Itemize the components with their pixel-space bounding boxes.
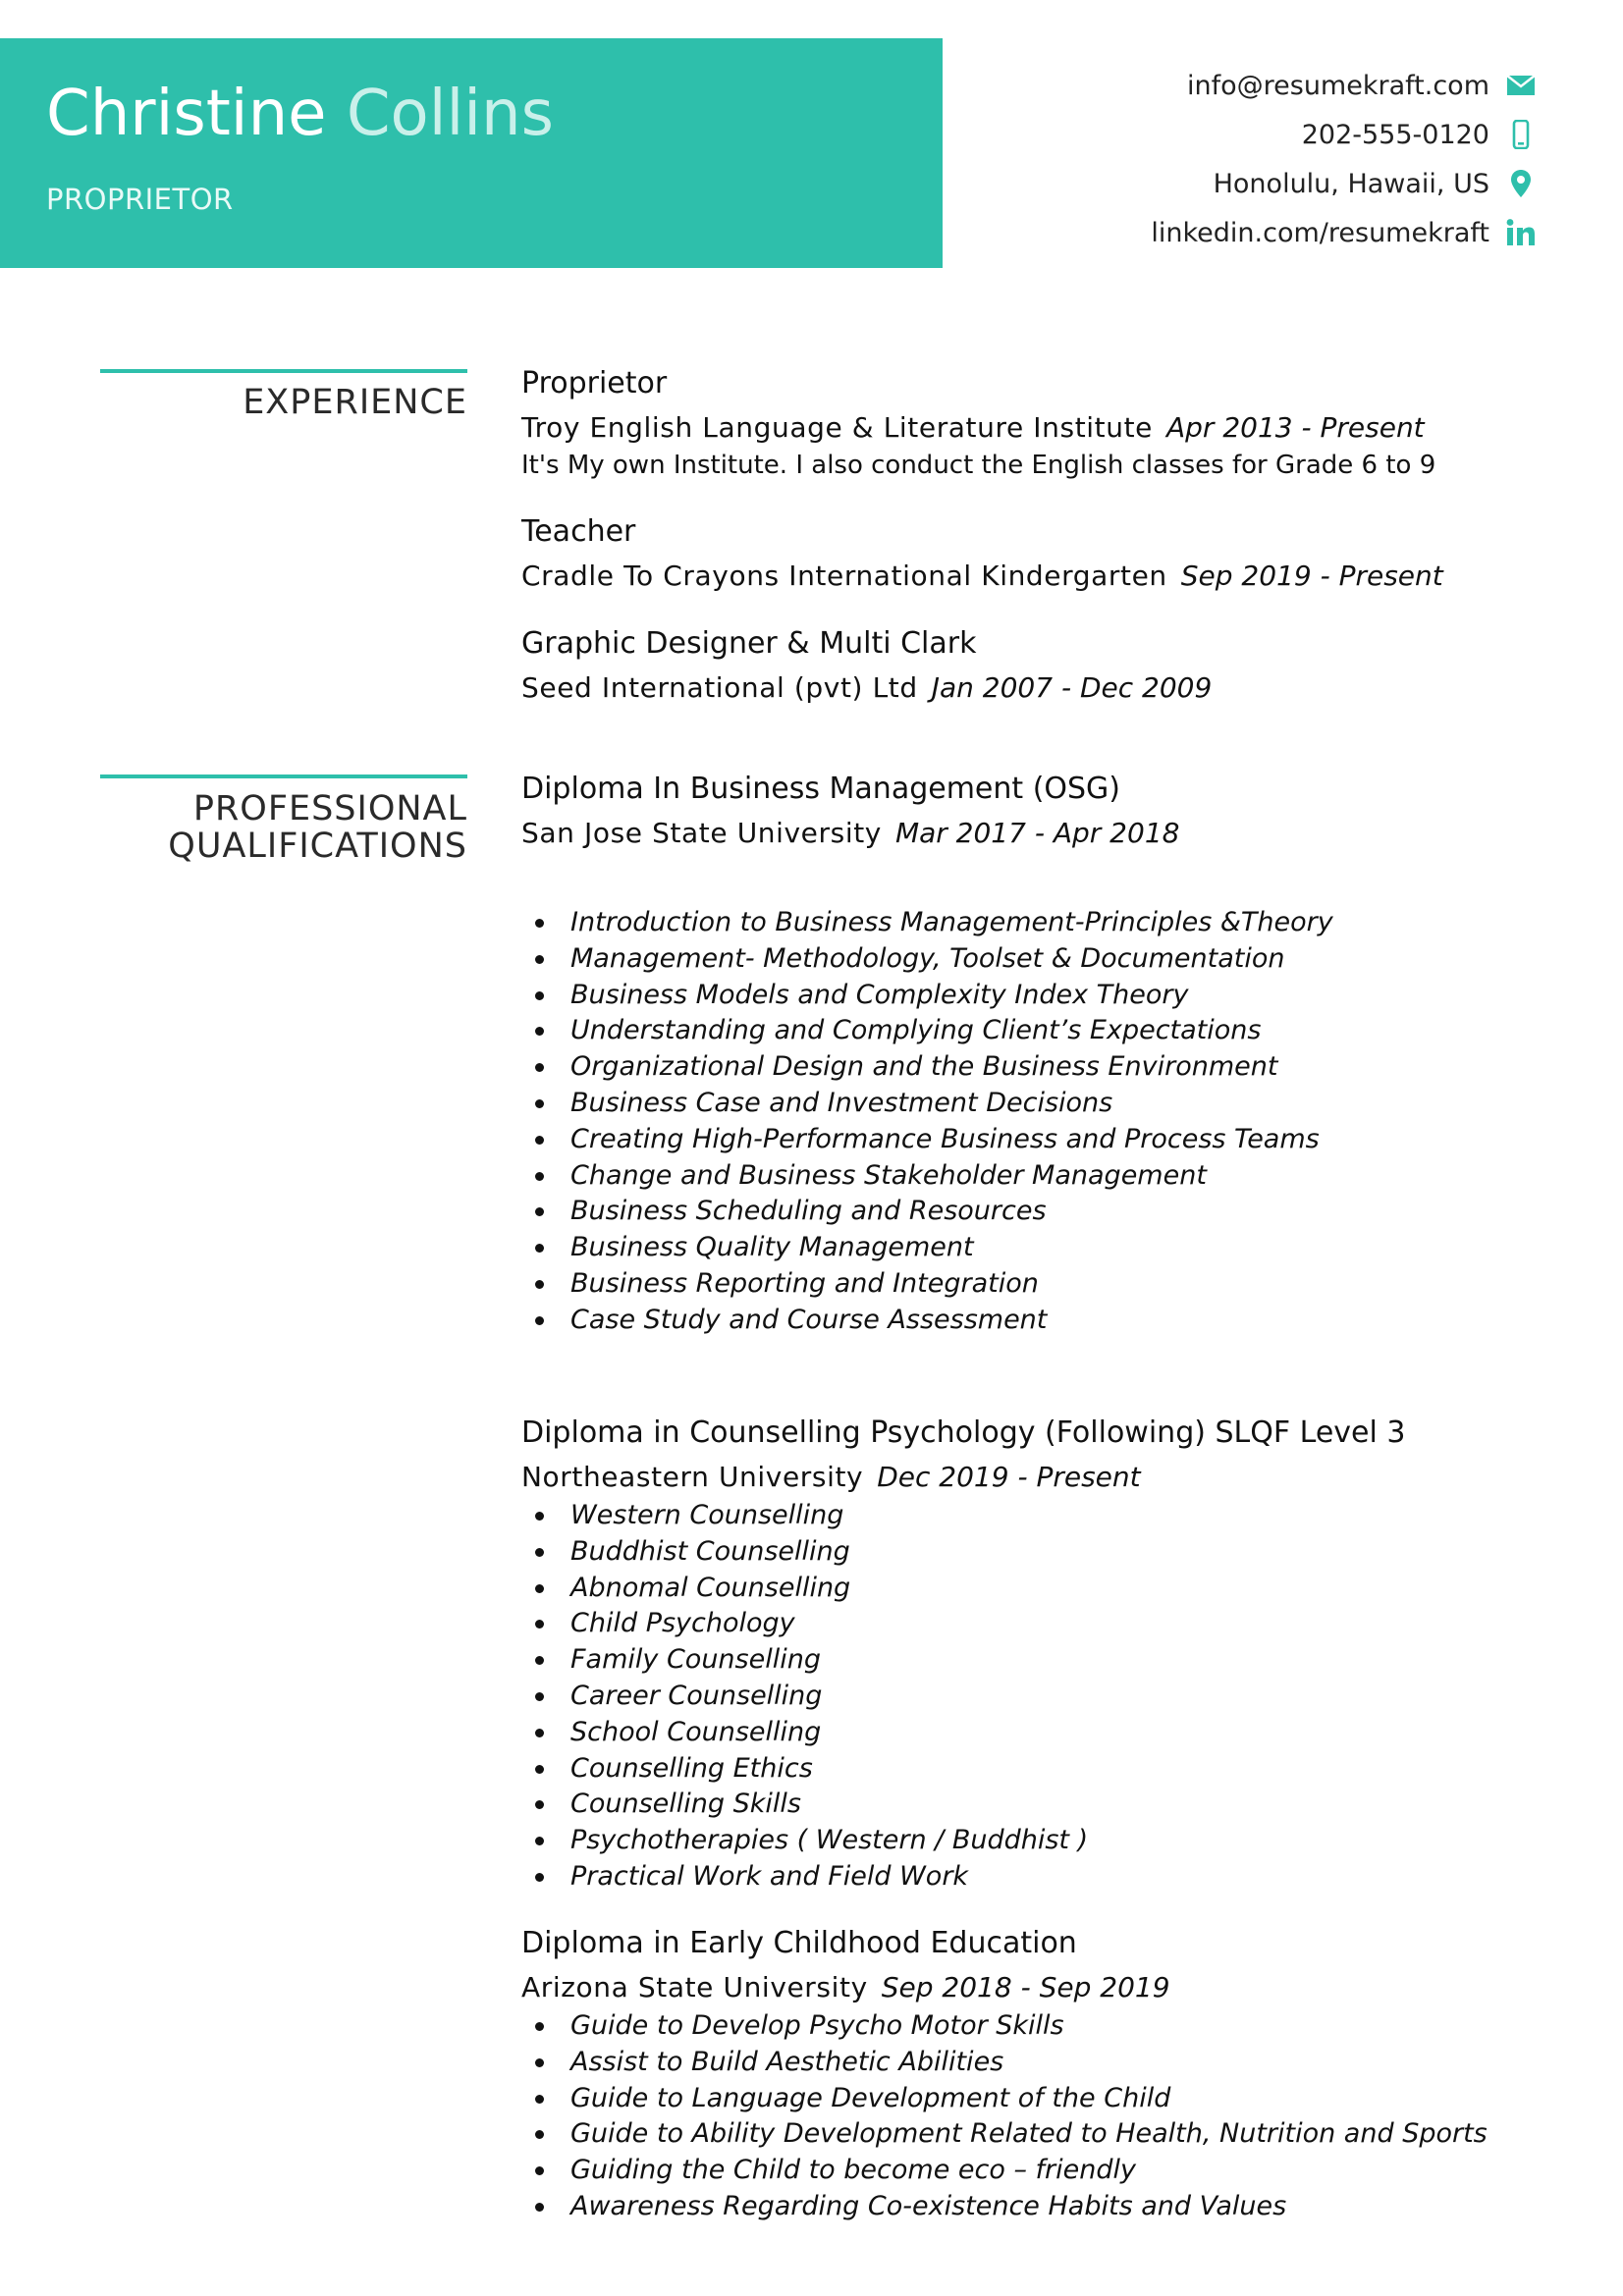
list-item: Psychotherapies ( Western / Buddhist )	[531, 1823, 1088, 1859]
qualification-dates: Dec 2019 - Present	[877, 1461, 1141, 1493]
list-item: Counselling Skills	[531, 1787, 1088, 1823]
list-item: Business Models and Complexity Index Theory	[531, 978, 1333, 1014]
list-item: Guide to Develop Psycho Motor Skills	[531, 2008, 1488, 2045]
qualification-bullets	[531, 1498, 1088, 1896]
list-item: Management- Methodology, Toolset & Documentation	[531, 941, 1333, 978]
list-item: School Counselling	[531, 1715, 1088, 1751]
list-item: Practical Work and Field Work	[531, 1859, 1088, 1896]
job-title: Graphic Designer & Multi Clark	[521, 626, 977, 661]
job-org-name: Troy English Language & Literature Institute	[521, 411, 1153, 444]
list-item: Guiding the Child to become eco – friendly	[531, 2153, 1488, 2189]
job-title: Proprietor	[521, 366, 668, 400]
location-text: Honolulu, Hawaii, US	[1213, 168, 1489, 199]
email-text[interactable]: info@resumekraft.com	[1187, 70, 1489, 101]
header-band	[0, 38, 943, 268]
qualification-org-name: Northeastern University	[521, 1461, 864, 1493]
envelope-icon	[1503, 68, 1539, 103]
contact-list	[1151, 61, 1539, 257]
qualifications-heading	[168, 790, 467, 865]
qualification-org-name: Arizona State University	[521, 1971, 868, 2003]
list-item: Child Psychology	[531, 1606, 1088, 1642]
job-title: Teacher	[521, 514, 636, 549]
contact-location	[1151, 159, 1539, 208]
linkedin-icon	[1503, 215, 1539, 250]
list-item: Family Counselling	[531, 1642, 1088, 1679]
qualification-title: Diploma in Counselling Psychology (Following) SLQF Level 3	[521, 1415, 1406, 1450]
qualification-org-name: San Jose State University	[521, 817, 882, 849]
phone-text[interactable]: 202-555-0120	[1301, 119, 1489, 150]
job-org	[521, 560, 1443, 592]
job-org-name: Cradle To Crayons International Kindergarten	[521, 560, 1167, 592]
list-item: Introduction to Business Management-Principles &Theory	[531, 905, 1333, 941]
linkedin-text[interactable]: linkedin.com/resumekraft	[1151, 217, 1489, 248]
list-item: Case Study and Course Assessment	[531, 1303, 1333, 1339]
contact-email[interactable]	[1151, 61, 1539, 110]
phone-icon	[1503, 117, 1539, 152]
qualification-dates: Sep 2018 - Sep 2019	[881, 1971, 1170, 2003]
list-item: Western Counselling	[531, 1498, 1088, 1534]
list-item: Abnomal Counselling	[531, 1571, 1088, 1607]
job-description: It's My own Institute. I also conduct the English classes for Grade 6 to 9	[521, 451, 1436, 480]
job-dates: Jan 2007 - Dec 2009	[931, 671, 1213, 704]
contact-phone[interactable]	[1151, 110, 1539, 159]
list-item: Business Case and Investment Decisions	[531, 1086, 1333, 1122]
job-org-name: Seed International (pvt) Ltd	[521, 671, 918, 704]
job-dates: Sep 2019 - Present	[1180, 560, 1443, 592]
list-item: Awareness Regarding Co-existence Habits and Values	[531, 2189, 1488, 2225]
job-org	[521, 671, 1212, 704]
qualification-org	[521, 1971, 1170, 2003]
candidate-name	[46, 78, 554, 150]
qualifications-heading-line2: QUALIFICATIONS	[168, 827, 467, 866]
map-pin-icon	[1503, 166, 1539, 201]
list-item: Change and Business Stakeholder Management	[531, 1158, 1333, 1195]
list-item: Buddhist Counselling	[531, 1534, 1088, 1571]
qualification-bullets	[531, 905, 1333, 1339]
experience-rule	[100, 369, 467, 373]
qualification-bullets	[531, 2008, 1488, 2225]
qualifications-heading-line1: PROFESSIONAL	[192, 789, 467, 828]
list-item: Business Quality Management	[531, 1230, 1333, 1266]
qualification-org	[521, 1461, 1141, 1493]
list-item: Guide to Language Development of the Child	[531, 2081, 1488, 2117]
list-item: Career Counselling	[531, 1679, 1088, 1715]
qualifications-rule	[100, 774, 467, 778]
list-item: Assist to Build Aesthetic Abilities	[531, 2045, 1488, 2081]
candidate-role: PROPRIETOR	[46, 183, 234, 216]
job-dates: Apr 2013 - Present	[1166, 411, 1425, 444]
list-item: Understanding and Complying Client’s Expectations	[531, 1013, 1333, 1049]
list-item: Guide to Ability Development Related to Health, Nutrition and Sports	[531, 2116, 1488, 2153]
list-item: Business Reporting and Integration	[531, 1266, 1333, 1303]
qualification-title: Diploma in Early Childhood Education	[521, 1926, 1077, 1960]
qualification-org	[521, 817, 1179, 849]
first-name: Christine	[46, 78, 327, 150]
list-item: Business Scheduling and Resources	[531, 1194, 1333, 1230]
qualification-dates: Mar 2017 - Apr 2018	[894, 817, 1180, 849]
last-name: Collins	[346, 78, 554, 150]
list-item: Counselling Ethics	[531, 1751, 1088, 1788]
contact-linkedin[interactable]	[1151, 208, 1539, 257]
job-org	[521, 411, 1425, 444]
experience-heading: EXPERIENCE	[243, 383, 467, 422]
list-item: Creating High-Performance Business and Process Teams	[531, 1122, 1333, 1158]
qualification-title: Diploma In Business Management (OSG)	[521, 772, 1121, 806]
list-item: Organizational Design and the Business Environment	[531, 1049, 1333, 1086]
